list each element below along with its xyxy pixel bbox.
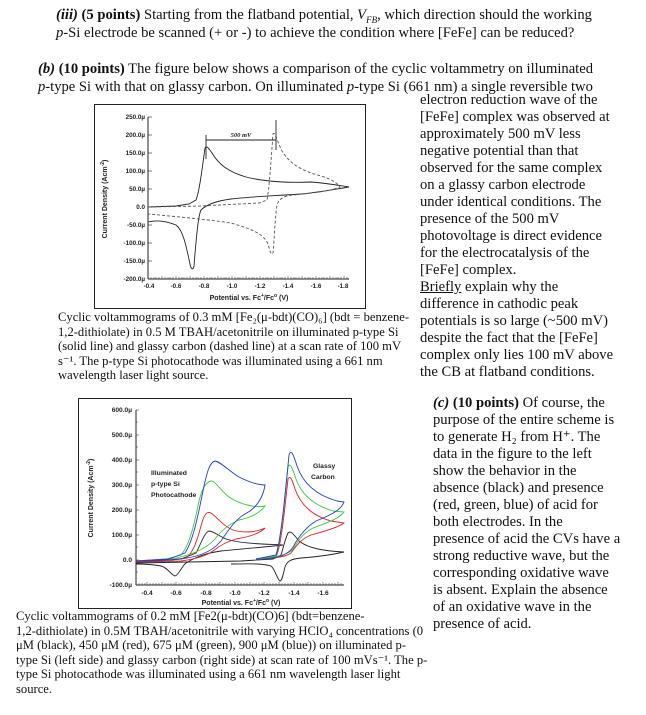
caption-line: (solid line) and glassy carbon (dashed line) at a scan rate of 100 mV	[58, 339, 402, 354]
side-text-line: photovoltage is direct evidence	[420, 228, 602, 244]
caption-line: wavelength laser light source.	[58, 368, 209, 383]
question-c-line: (red, green, blue) of acid for	[433, 497, 598, 513]
question-b-side-text	[420, 92, 613, 381]
question-c-line: presence of acid.	[433, 616, 532, 632]
svg-text:150.0µ: 150.0µ	[125, 150, 145, 157]
question-iii-points: (5 points)	[81, 7, 141, 23]
side-text-line: the CB at flatband conditions.	[420, 364, 595, 380]
caption-line: type Si photocathode was illuminated using a 661 nm wavelength laser light	[16, 667, 401, 682]
question-iii-label: (iii)	[56, 7, 78, 23]
caption-line: type Si (left side) and glassy carbon (right side) at scan rate of 100 mVs⁻¹. The p-	[16, 652, 428, 667]
y-minor-ticks	[148, 117, 152, 261]
side-text-line: for the electrocatalysis of the	[420, 245, 590, 261]
annotation-500mv-label: 500 mV	[230, 132, 252, 139]
side-text-line: presence of the 500 mV	[420, 211, 560, 227]
side-text-line: under identical conditions. The	[420, 194, 602, 210]
svg-text:-0.4: -0.4	[141, 590, 153, 597]
caption-line: 1,2-dithiolate) in 0.5M TBAH/acetonitrile with varying HClO₄ concentrations (0	[16, 623, 424, 638]
p-italic: p	[38, 79, 46, 95]
figure-1-cv-comparison	[94, 104, 366, 309]
svg-text:-0.8: -0.8	[200, 590, 212, 597]
question-c-line: strong reductive wave, but the	[433, 548, 610, 564]
side-text-line: difference in cathodic peak	[420, 296, 579, 312]
question-iii-text: Starting from the flatband potential,	[140, 7, 358, 23]
p-italic: p	[56, 25, 64, 41]
x-axis-label: Potential vs. Fc+/Fc$^o$ (V)	[209, 293, 289, 302]
side-text-line: on a glassy carbon electrode	[420, 177, 586, 193]
svg-text:-1.4: -1.4	[282, 283, 294, 290]
p-italic: p	[346, 79, 355, 95]
svg-text:250.0µ: 250.0µ	[125, 114, 145, 121]
caption-line: 1,2-dithiolate) in 0.5 M TBAH/acetonitrile on illuminated p-type Si	[58, 324, 399, 339]
svg-text:-50.0µ: -50.0µ	[127, 222, 145, 229]
figure-2-cv-acid	[78, 398, 352, 609]
svg-text:200.0µ: 200.0µ	[125, 132, 145, 139]
label-glassy-carbon: Glassy Carbon	[311, 463, 336, 481]
svg-text:600.0µ: 600.0µ	[111, 407, 132, 414]
question-iii-text: , which direction should the working	[377, 7, 592, 23]
svg-text:-1.0: -1.0	[226, 283, 238, 290]
question-b-label: (b)	[38, 61, 56, 77]
figure-1-caption	[58, 310, 409, 383]
question-b-text: The figure below shows a comparison of the cyclic voltammetry on illuminated	[124, 61, 594, 77]
question-c-points: (10 points)	[452, 395, 519, 411]
x-axis-label: Potential vs. Fc+/Fc$^o$ (V)	[201, 598, 281, 607]
side-text-line: complex only lies 100 mV above	[420, 347, 614, 363]
svg-text:0.0: 0.0	[136, 204, 145, 211]
vfb-symbol: V	[357, 7, 367, 23]
side-text-line	[420, 279, 613, 296]
side-text-line: observed for the same complex	[420, 160, 603, 176]
y-axis	[148, 117, 349, 279]
series-gc-black	[136, 532, 344, 581]
svg-text:-1.4: -1.4	[288, 590, 300, 597]
question-c-line: show the behavior in the	[433, 463, 577, 479]
series-p-si-solid	[148, 147, 349, 269]
figure-2-caption	[16, 609, 427, 697]
question-c-text-span: Of course, the	[518, 395, 605, 411]
svg-text:-1.6: -1.6	[310, 283, 322, 290]
side-text-line: [FeFe] complex.	[420, 262, 517, 278]
question-c-line: data in the figure to the left	[433, 446, 592, 462]
side-text-line: despite the fact that the [FeFe]	[420, 330, 598, 346]
cv-chart-1	[95, 105, 367, 310]
svg-text:-1.6: -1.6	[317, 590, 329, 597]
svg-text:0.0: 0.0	[122, 557, 132, 564]
svg-text:400.0µ: 400.0µ	[111, 457, 132, 464]
caption-line: Cyclic voltammograms of 0.3 mM [Fe₂(μ-bdt)(CO)₆] (bdt = benzene-	[58, 310, 410, 324]
svg-text:100.0µ: 100.0µ	[111, 532, 132, 539]
svg-text:-0.6: -0.6	[170, 283, 182, 290]
svg-text:-100.0µ: -100.0µ	[109, 582, 132, 589]
caption-line: Cyclic voltammograms of 0.2 mM [Fe2(μ-bdt)(CO)6] (bdt=benzene-	[16, 609, 365, 623]
label-illuminated-p-si: Illuminated p-type Si Photocathode	[151, 470, 197, 499]
svg-text:-1.2: -1.2	[258, 590, 270, 597]
caption-line: source.	[16, 681, 53, 696]
svg-text:-1.8: -1.8	[337, 283, 349, 290]
briefly-underlined: Briefly	[420, 279, 462, 295]
svg-text:-100.0µ: -100.0µ	[123, 240, 145, 247]
question-c-line: corresponding oxidative wave	[433, 565, 609, 581]
x-tick-labels	[141, 590, 329, 597]
y-tick-labels	[124, 114, 146, 283]
svg-text:300.0µ: 300.0µ	[111, 482, 132, 489]
caption-line: s⁻¹. The p-type Si photocathode was illuminated using a 661 nm	[58, 353, 383, 368]
svg-text:500.0µ: 500.0µ	[111, 432, 132, 439]
svg-text:100.0µ: 100.0µ	[125, 168, 145, 175]
side-text-line: [FeFe] complex was observed at	[420, 109, 610, 125]
svg-text:-150.0µ: -150.0µ	[123, 258, 145, 265]
question-b-line-1	[38, 61, 593, 78]
question-c-line: purpose of the entire scheme is	[433, 412, 615, 428]
question-iii-text: -Si electrode be scanned (+ or -) to achieve the condition where [FeFe] can be reduced?	[63, 25, 575, 41]
y-axis-label: Current Density (Acm$^{-2}$)	[100, 159, 109, 239]
svg-text:-1.0: -1.0	[229, 590, 241, 597]
svg-text:50.0µ: 50.0µ	[129, 186, 145, 193]
vfb-subscript: FB	[366, 14, 378, 25]
svg-text:-0.6: -0.6	[170, 590, 182, 597]
question-c-line-1	[433, 395, 620, 412]
question-c-label: (c)	[433, 395, 450, 411]
y-tick-labels	[110, 407, 133, 589]
annotation-500mv	[206, 120, 276, 159]
svg-text:-1.2: -1.2	[254, 283, 266, 290]
svg-text:200.0µ: 200.0µ	[111, 507, 132, 514]
question-b-text: -type Si (661 nm) a single reversible two	[354, 79, 593, 95]
question-b-text: -type Si with that on glassy carbon. On illuminated	[45, 79, 347, 95]
side-text-line: electron reduction wave of the	[420, 92, 598, 108]
caption-line: μM (black), 450 μM (red), 675 μM (green), 900 μM (blue)) on illuminated p-	[16, 638, 407, 653]
cv-chart-2	[79, 399, 353, 610]
question-c-line: of an oxidative wave in the	[433, 599, 592, 615]
question-iii-line-2	[56, 25, 574, 42]
question-c-line: is absent. Explain the absence	[433, 582, 608, 598]
question-c-line: to generate H₂ from H⁺. The	[433, 429, 601, 445]
side-text-line: negative potential than that	[420, 143, 579, 159]
svg-text:-200.0µ: -200.0µ	[123, 276, 145, 283]
svg-text:-0.4: -0.4	[143, 283, 155, 290]
side-text: explain why the	[461, 279, 559, 295]
side-text-line: potentials is so large (~500 mV)	[420, 313, 608, 329]
svg-text:-0.8: -0.8	[198, 283, 210, 290]
question-c-line: presence of acid the CVs have a	[433, 531, 621, 547]
y-axis-label: Current Density (Acm$^{-2}$)	[86, 458, 95, 538]
question-c-line: absence (black) and presence	[433, 480, 604, 496]
series-glassy-carbon-dashed	[148, 133, 340, 253]
question-c-line: both electrodes. In the	[433, 514, 563, 530]
question-c-text	[433, 395, 620, 633]
question-b-points: (10 points)	[58, 61, 125, 77]
side-text-line: approximately 500 mV less	[420, 126, 581, 142]
x-tick-labels	[144, 283, 349, 290]
